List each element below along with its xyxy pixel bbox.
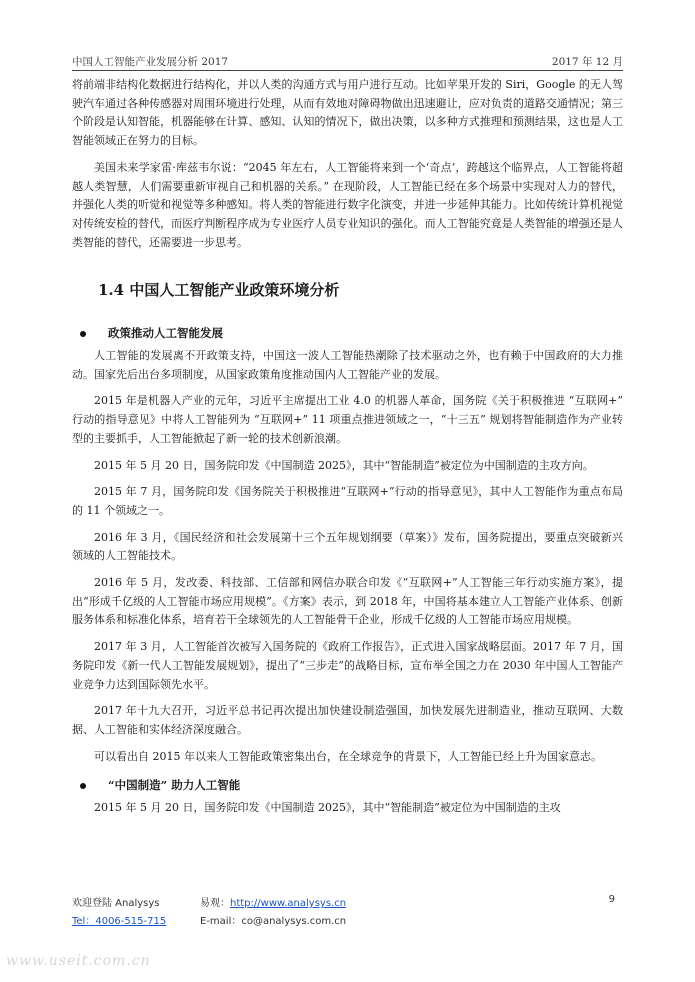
section-title: 1.4 中国人工智能产业政策环境分析 xyxy=(98,281,340,300)
paragraph-continuation: 将前端非结构化数据进行结构化，并以人类的沟通方式与用户进行互动。比如苹果开发的 Siri，Google 的无人驾驶汽车通过各种传感器对周围环境进行处理，从而有效地对障碍物做出迅速避让，应对负责的道路交通情况；第三个阶段是认知智能，机器能够在计算、感知、认知的情况下，做出决策，以多种方式推理和预测结果，这也是人工智能领域正在努力的目标。 xyxy=(72,78,623,148)
paragraph-kurzweil-quote: 美国未来学家雷·库兹韦尔说：“2045 年左右，人工智能将来到一个‘奇点’，跨越这个临界点，人工智能将超越人类智慧，人们需要重新审视自己和机器的关系。” 在现阶段，人工智能已经在多个场景中实现对人力的替代，并强化人类的听觉和视觉等多种感知。将人类的智能进行数字化演变，并进一步延伸其能力。比如传统计算机视觉对传统安检的替代，而医疗判断程序成为专业医疗人员专业知识的强化。而人工智能究竟是人类智能的增强还是人类智能的替代，还需要进一步思考。 xyxy=(72,160,623,249)
paragraph-19th-congress: 2017 年十九大召开，习近平总书记再次提出加快建设制造强国，加快发展先进制造业，推动互联网、大数据、人工智能和实体经济深度融合。 xyxy=(72,704,623,736)
page-number: 9 xyxy=(608,894,615,905)
page-footer xyxy=(72,894,623,934)
bullet-heading-text: 政策推动人工智能发展 xyxy=(108,326,223,341)
paragraph-2016-march: 2016 年 3 月，《国民经济和社会发展第十三个五年规划纲要（草案）》发布，国务院提出，要重点突破新兴领域的人工智能技术。 xyxy=(72,530,623,563)
paragraph-2015-july: 2015 年 7 月，国务院印发《国务院关于积极推进“互联网+”行动的指导意见》，其中人工智能作为重点布局的 11 个领域之一。 xyxy=(72,485,623,517)
footer-welcome: 欢迎登陆 Analysys xyxy=(72,898,160,909)
paragraph-2015-robot-year: 2015 年是机器人产业的元年，习近平主席提出工业 4.0 的机器人革命，国务院《关于积极推进 “互联网+” 行动的指导意见》中将人工智能列为 “互联网+” 11 项重点推进领域之一，“十三五” 规划将智能制造作为产业转型的主要抓手，人工智能掀起了新一轮的技术创新浪潮。 xyxy=(72,394,623,445)
bullet-dot-icon xyxy=(80,331,86,337)
footer-tel-link[interactable]: Tel：4006-515-715 xyxy=(72,916,167,927)
bullet-heading xyxy=(72,324,623,343)
footer-email: E-mail：co@analysys.com.cn xyxy=(200,916,347,927)
footer-website-label: 易观： xyxy=(200,898,230,909)
footer-website-link[interactable]: http://www.analysys.cn xyxy=(230,898,347,909)
bullet-heading xyxy=(72,776,623,795)
paragraph-made-in-china: 2015 年 5 月 20 日，国务院印发《中国制造 2025》，其中“智能制造”被定位为中国制造的主攻 xyxy=(94,801,561,815)
paragraph-2015-may: 2015 年 5 月 20 日，国务院印发《中国制造 2025》，其中“智能制造”被定位为中国制造的主攻方向。 xyxy=(94,458,594,472)
watermark: www.useit.com.cn xyxy=(6,953,151,969)
paragraph-policy-intro: 人工智能的发展离不开政策支持，中国这一波人工智能热潮除了技术驱动之外，也有赖于中国政府的大力推动。国家先后出台多项制度，从国家政策角度推动国内人工智能产业的发展。 xyxy=(72,349,623,381)
paragraph-2016-may: 2016 年 5 月，发改委、科技部、工信部和网信办联合印发《“互联网+”人工智能三年行动实施方案》，提出“形成千亿级的人工智能市场应用规模”。《方案》表示，到 2018 年，中国将基本建立人工智能产业体系、创新服务体系和标准化体系，培育若干全球领先的人工智能骨干企业，形成千亿级的人工智能市场应用规模。 xyxy=(72,576,623,627)
page-header xyxy=(72,52,623,71)
footer-website xyxy=(200,894,346,909)
header-date: 2017 年 12 月 xyxy=(551,56,623,68)
bullet-heading-text: “中国制造” 助力人工智能 xyxy=(108,778,241,793)
bullet-dot-icon xyxy=(80,783,86,789)
paragraph-conclusion: 可以看出自 2015 年以来人工智能政策密集出台，在全球竞争的背景下，人工智能已经上升为国家意志。 xyxy=(94,749,602,763)
header-title: 中国人工智能产业发展分析 2017 xyxy=(72,56,229,68)
page-content xyxy=(72,76,623,817)
paragraph-2017-march: 2017 年 3 月，人工智能首次被写入国务院的《政府工作报告》，正式进入国家战略层面。2017 年 7 月，国务院印发《新一代人工智能发展规划》，提出了“三步走”的战略目标，宣布举全国之力在 2030 年中国人工智能产业竞争力达到国际领先水平。 xyxy=(72,640,623,691)
